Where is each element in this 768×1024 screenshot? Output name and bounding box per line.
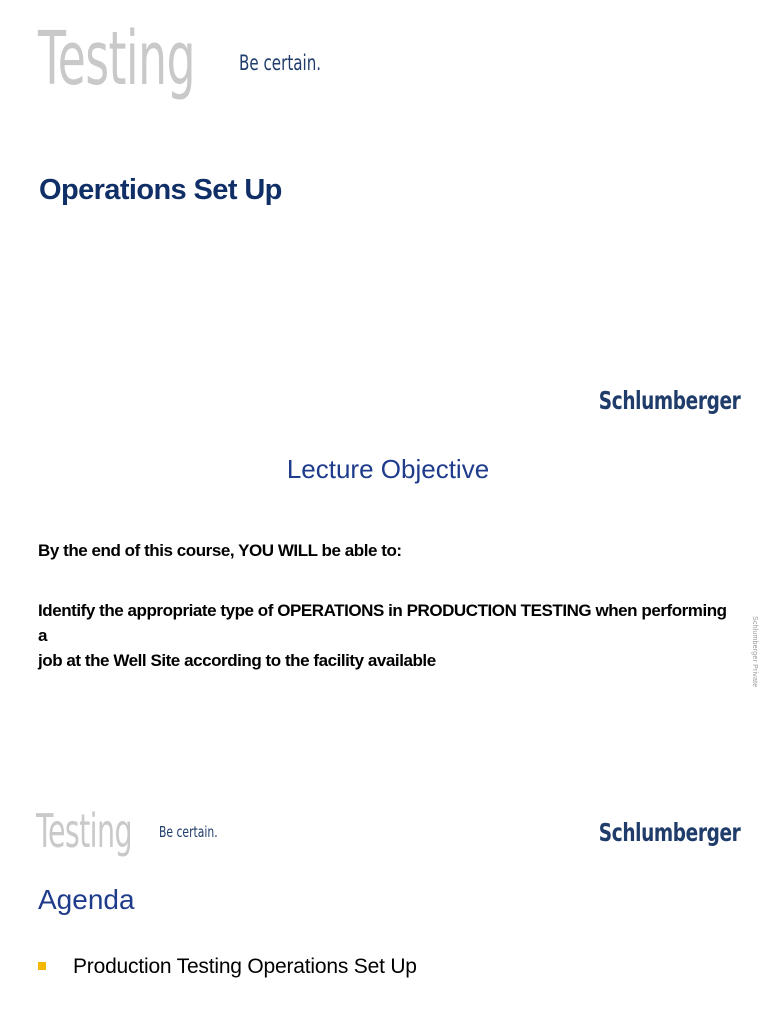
testing-logo: [36, 804, 240, 858]
agenda-item: [38, 955, 417, 979]
square-bullet-icon: [38, 962, 46, 970]
testing-logo-word: Testing: [38, 16, 195, 102]
testing-logo-tagline: Be certain.: [158, 823, 218, 841]
lecture-objective-heading: Lecture Objective: [286, 454, 490, 484]
testing-logo: [38, 16, 353, 102]
testing-logo-word: Testing: [36, 804, 132, 858]
slide-title: Operations Set Up: [39, 174, 282, 206]
agenda-list: [38, 955, 417, 979]
objective-line: job at the Well Site according to the facility available: [38, 651, 436, 670]
agenda-heading: Agenda: [38, 884, 135, 915]
private-sidebar-label: Schlumberger Private: [751, 616, 758, 688]
objective-text: [38, 598, 738, 673]
schlumberger-logo: Schlumberger: [598, 818, 740, 847]
schlumberger-logo: Schlumberger: [598, 386, 740, 415]
objective-line: Identify the appropriate type of OPERATIONS in PRODUCTION TESTING when performing a: [38, 601, 727, 645]
objective-intro: By the end of this course, YOU WILL be able to:: [38, 541, 402, 560]
testing-logo-tagline: Be certain.: [239, 51, 322, 75]
agenda-item-label: Production Testing Operations Set Up: [73, 955, 417, 978]
